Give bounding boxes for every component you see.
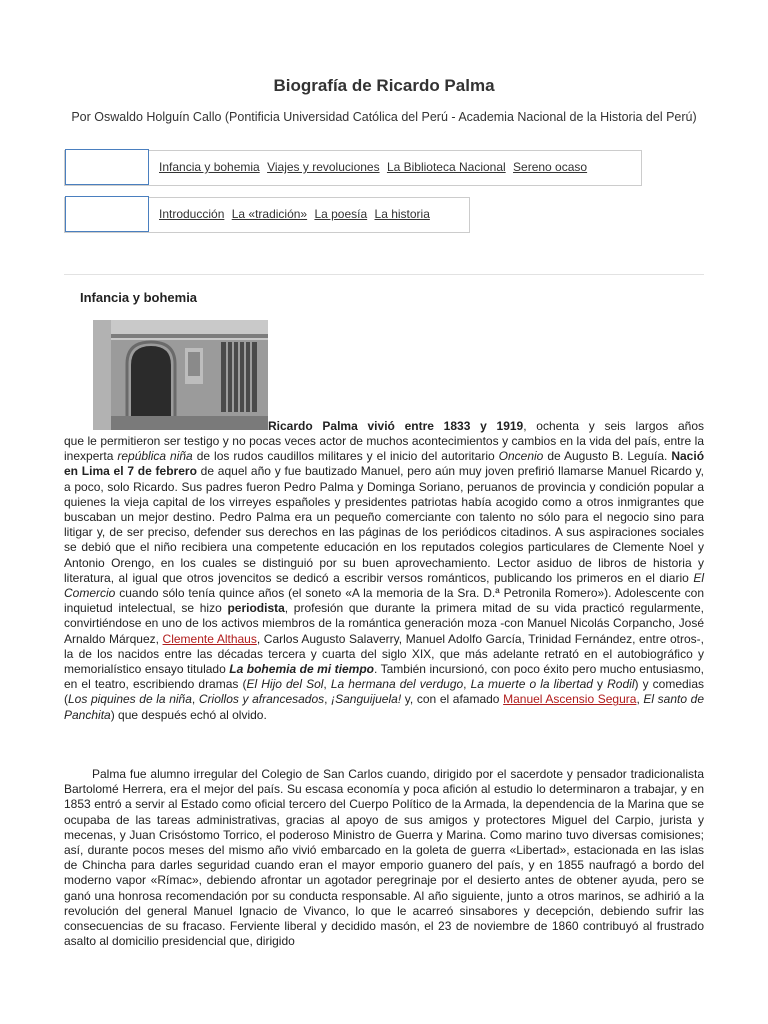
text-run: ,: [323, 677, 331, 692]
section-nav-secondary: [64, 197, 470, 233]
nav-thumbnail-frame: [65, 149, 149, 185]
nav-link-viajes[interactable]: Viajes y revoluciones: [267, 160, 380, 174]
italic-text: El santo de Panchita: [64, 692, 705, 722]
section-heading: Infancia y bohemia: [80, 290, 198, 305]
nav-link-biblioteca[interactable]: La Biblioteca Nacional: [386, 160, 506, 174]
link-clemente-althaus[interactable]: Clemente Althaus: [162, 631, 257, 646]
text-run: ) que después echó al olvido.: [110, 707, 267, 722]
link-manuel-ascensio-segura[interactable]: Manuel Ascensio Segura: [503, 692, 637, 707]
italic-text: El Comercio: [64, 570, 704, 601]
text-run: ,: [463, 677, 471, 692]
text-run: de aquel año y fue bautizado Manuel, pero aún muy joven prefirió llamarse Manuel Ricardo y, a poco, solo Ricardo. Sus padres fueron Pedro Palma y Dominga Soriano, peruanos de provincia y condición popular a quienes la vieja capital de los virreyes españoles y presidentes patriotas había acogido como a otros inmigrantes que buscaban un mejor destino. Pedro Palma era un pequeño comerciante con talento no sólo para el negocio sino para litigar y, de ser preciso, defender sus derechos en las páginas de los periódicos citadinos. A sus aspiraciones sociales se debió que el niño recibiera una competente educación en los reputados colegios particulares de Clemente Noel y Antonio Orengo, en los cuales se distinguió por su buen aprovechamiento. Lector asiduo de libros de historia y literatura, al igual que otros jovencitos se dedicó a escribir versos románticos, publicando los primeros en el diario: [64, 464, 704, 585]
italic-text: república niña: [117, 449, 193, 464]
building-doorway-image: [93, 320, 268, 430]
text-run: y: [592, 677, 608, 692]
byline: Por Oswaldo Holguín Callo (Pontificia Universidad Católica del Perú - Academia Nacional de la Historia del Perú): [71, 110, 697, 124]
italic-text: ¡Sanguijuela!: [331, 692, 402, 707]
text-run: , profesión que durante la primera mitad de su vida practicó regularmente, convirtiéndose en uno de los activos miembros de la romántica generación moza -con Manuel Nicolás Corpancho, José Arnaldo Márquez,: [64, 601, 704, 646]
italic-text: La muerte o la libertad: [470, 677, 593, 692]
text-run: ,: [324, 692, 332, 707]
paragraph-2: Palma fue alumno irregular del Colegio de San Carlos cuando, dirigido por el sacerdote y pensador tradicionalista Bartolomé Herrera, era el mejor del país. Su escasa economía y poca afición al estudio lo determinaron a trabajar, y en 1853 entró a servir al Estado como oficial tercero del Cuerpo Político de la Armada, la dependencia de la Marina que se ocupaba de las tareas administrativas, gracias al apoyo de sus amigos y protectores Miguel del Carpio, jurista y mecenas, y Juan Crisóstomo Torrico, el poderoso Ministro de Guerra y Marina. Como marino tuvo diversas comisiones; así, durante pocos meses del mismo año vivió embarcado en la goleta de guerra «Libertad», estacionada en las islas de Chincha para darles seguridad cuando eran el mayor emporio guanero del país, y en 1855 naufragó a bordo del moderno vapor «Rímac», debiendo afrontar un agotador peregrinaje por el desierto antes de obtener ayuda, pero se ganó una honrosa recomendación por su conducta responsable. Al año siguiente, junto a otros marinos, se adhirió a la revolución del general Manuel Ignacio de Vivanco, lo que le acarreó sinsabores y decepción, debiendo sufrir las consecuencias de su fracaso. Ferviente liberal y decidido masón, el 23 de noviembre de 1860 contribuyó al frustrado asalto al domicilio presidencial que, dirigido: [64, 767, 704, 949]
house-photo: [93, 320, 268, 430]
bold-text: Nació en Lima el 7 de febrero: [64, 449, 705, 479]
lead-text: Ricardo Palma vivió entre 1833 y 1919: [268, 419, 524, 433]
first-line-tail: , ochenta y seis largos años: [523, 419, 704, 433]
nav-thumbnail-frame: [65, 196, 149, 232]
nav-link-introduccion[interactable]: Introducción: [159, 207, 225, 221]
paragraph-1: que le permitieron ser testigo y no pocas veces actor de muchos acontecimientos y cambios en la vida del país, entre la inexperta república niña de los rudos caudillos militares y el inicio del autoritario Oncenio de Augusto B. Leguía. Nació en Lima el 7 de febrero de aquel año y fue bautizado Manuel, pero aún muy joven prefirió llamarse Manuel Ricardo y, a poco, solo Ricardo. Sus padres fueron Pedro Palma y Dominga Soriano, peruanos de provincia y condición popular a quienes la vieja capital de los virreyes españoles y presidentes patriotas había acogido como a otros inmigrantes que buscaban un mejor destino. Pedro Palma era un pequeño comerciante con talento no sólo para el negocio sino para litigar y, de ser preciso, defender sus derechos en las páginas de los periódicos citadinos. A sus aspiraciones sociales se debió que el niño recibiera una competente educación en los reputados colegios particulares de Clemente Noel y Antonio Orengo, en los cuales se distinguió por su buen aprovechamiento. Lector asiduo de libros de historia y literatura, al igual que otros jovencitos se dedicó a escribir versos románticos, publicando los primeros en el diario El Comercio cuando sólo tenía quince años (el soneto «A la memoria de la Sra. D.ª Petronila Romero»). Adolescente con inquietud intelectual, se hizo periodista, profesión que durante la primera mitad de su vida practicó regularmente, convirtiéndose en uno de los activos miembros de la romántica generación moza -con Manuel Nicolás Corpancho, José Arnaldo Márquez, Clemente Althaus, Carlos Augusto Salaverry, Manuel Adolfo García, Trinidad Fernández, entre otros-, la de los nacidos entre las décadas tercera y cuarta del siglo XIX, que más adelante retrató en el autobiográfico y memorialístico ensayo titulado La bohemia de mi tiempo. También incursionó, con poco éxito pero mucho entusiasmo, en el teatro, escribiendo dramas (El Hijo del Sol, La hermana del verdugo, La muerte o la libertad y Rodil) y comedias (Los piquines de la niña, Criollos y afrancesados, ¡Sanguijuela! y, con el afamado Manuel Ascensio Segura, El santo de Panchita) que después echó al olvido.: [64, 434, 705, 722]
page-title: Biografía de Ricardo Palma: [273, 76, 495, 95]
text-run: de los rudos caudillos militares y el inicio del autoritario: [192, 449, 499, 464]
italic-text: Los piquines de la niña: [68, 692, 192, 707]
divider: [64, 274, 704, 275]
text-run: y, con el afamado: [401, 692, 504, 707]
text-run: cuando sólo tenía quince años (el soneto «A la memoria de la Sra. D.ª Petronila Romero»). Adolescente con inquietud intelectual, se hizo: [64, 586, 704, 616]
paragraph-1-first-line: [268, 419, 704, 434]
bold-text: periodista: [227, 601, 285, 616]
bold-italic-text: La bohemia de mi tiempo: [229, 662, 374, 677]
italic-text: La hermana del verdugo: [330, 677, 464, 692]
nav-link-infancia[interactable]: Infancia y bohemia: [159, 160, 260, 174]
nav-link-tradicion[interactable]: La «tradición»: [231, 207, 308, 221]
section-nav-primary: [64, 150, 642, 186]
nav-link-poesia[interactable]: La poesía: [314, 207, 368, 221]
nav-link-sereno[interactable]: Sereno ocaso: [513, 160, 588, 174]
italic-text: Oncenio: [498, 449, 544, 464]
text-run: ) y comedias (: [64, 677, 705, 707]
italic-text: Criollos y afrancesados: [198, 692, 325, 707]
text-run: de Augusto B. Leguía.: [543, 449, 672, 464]
text-run: ,: [636, 692, 644, 707]
text-run: ,: [191, 692, 199, 707]
text-run: . También incursionó, con poco éxito pero mucho entusiasmo, en el teatro, escribiendo dramas (: [64, 662, 704, 692]
italic-text: El Hijo del Sol: [246, 677, 324, 692]
nav-link-historia[interactable]: La historia: [374, 207, 430, 221]
italic-text: Rodil: [607, 677, 635, 692]
text-run: , Carlos Augusto Salaverry, Manuel Adolfo García, Trinidad Fernández, entre otros-, la de los nacidos entre las décadas tercera y cuarta del siglo XIX, que más adelante retrató en el autobiográfico y memorialístico ensayo titulado: [64, 631, 704, 677]
